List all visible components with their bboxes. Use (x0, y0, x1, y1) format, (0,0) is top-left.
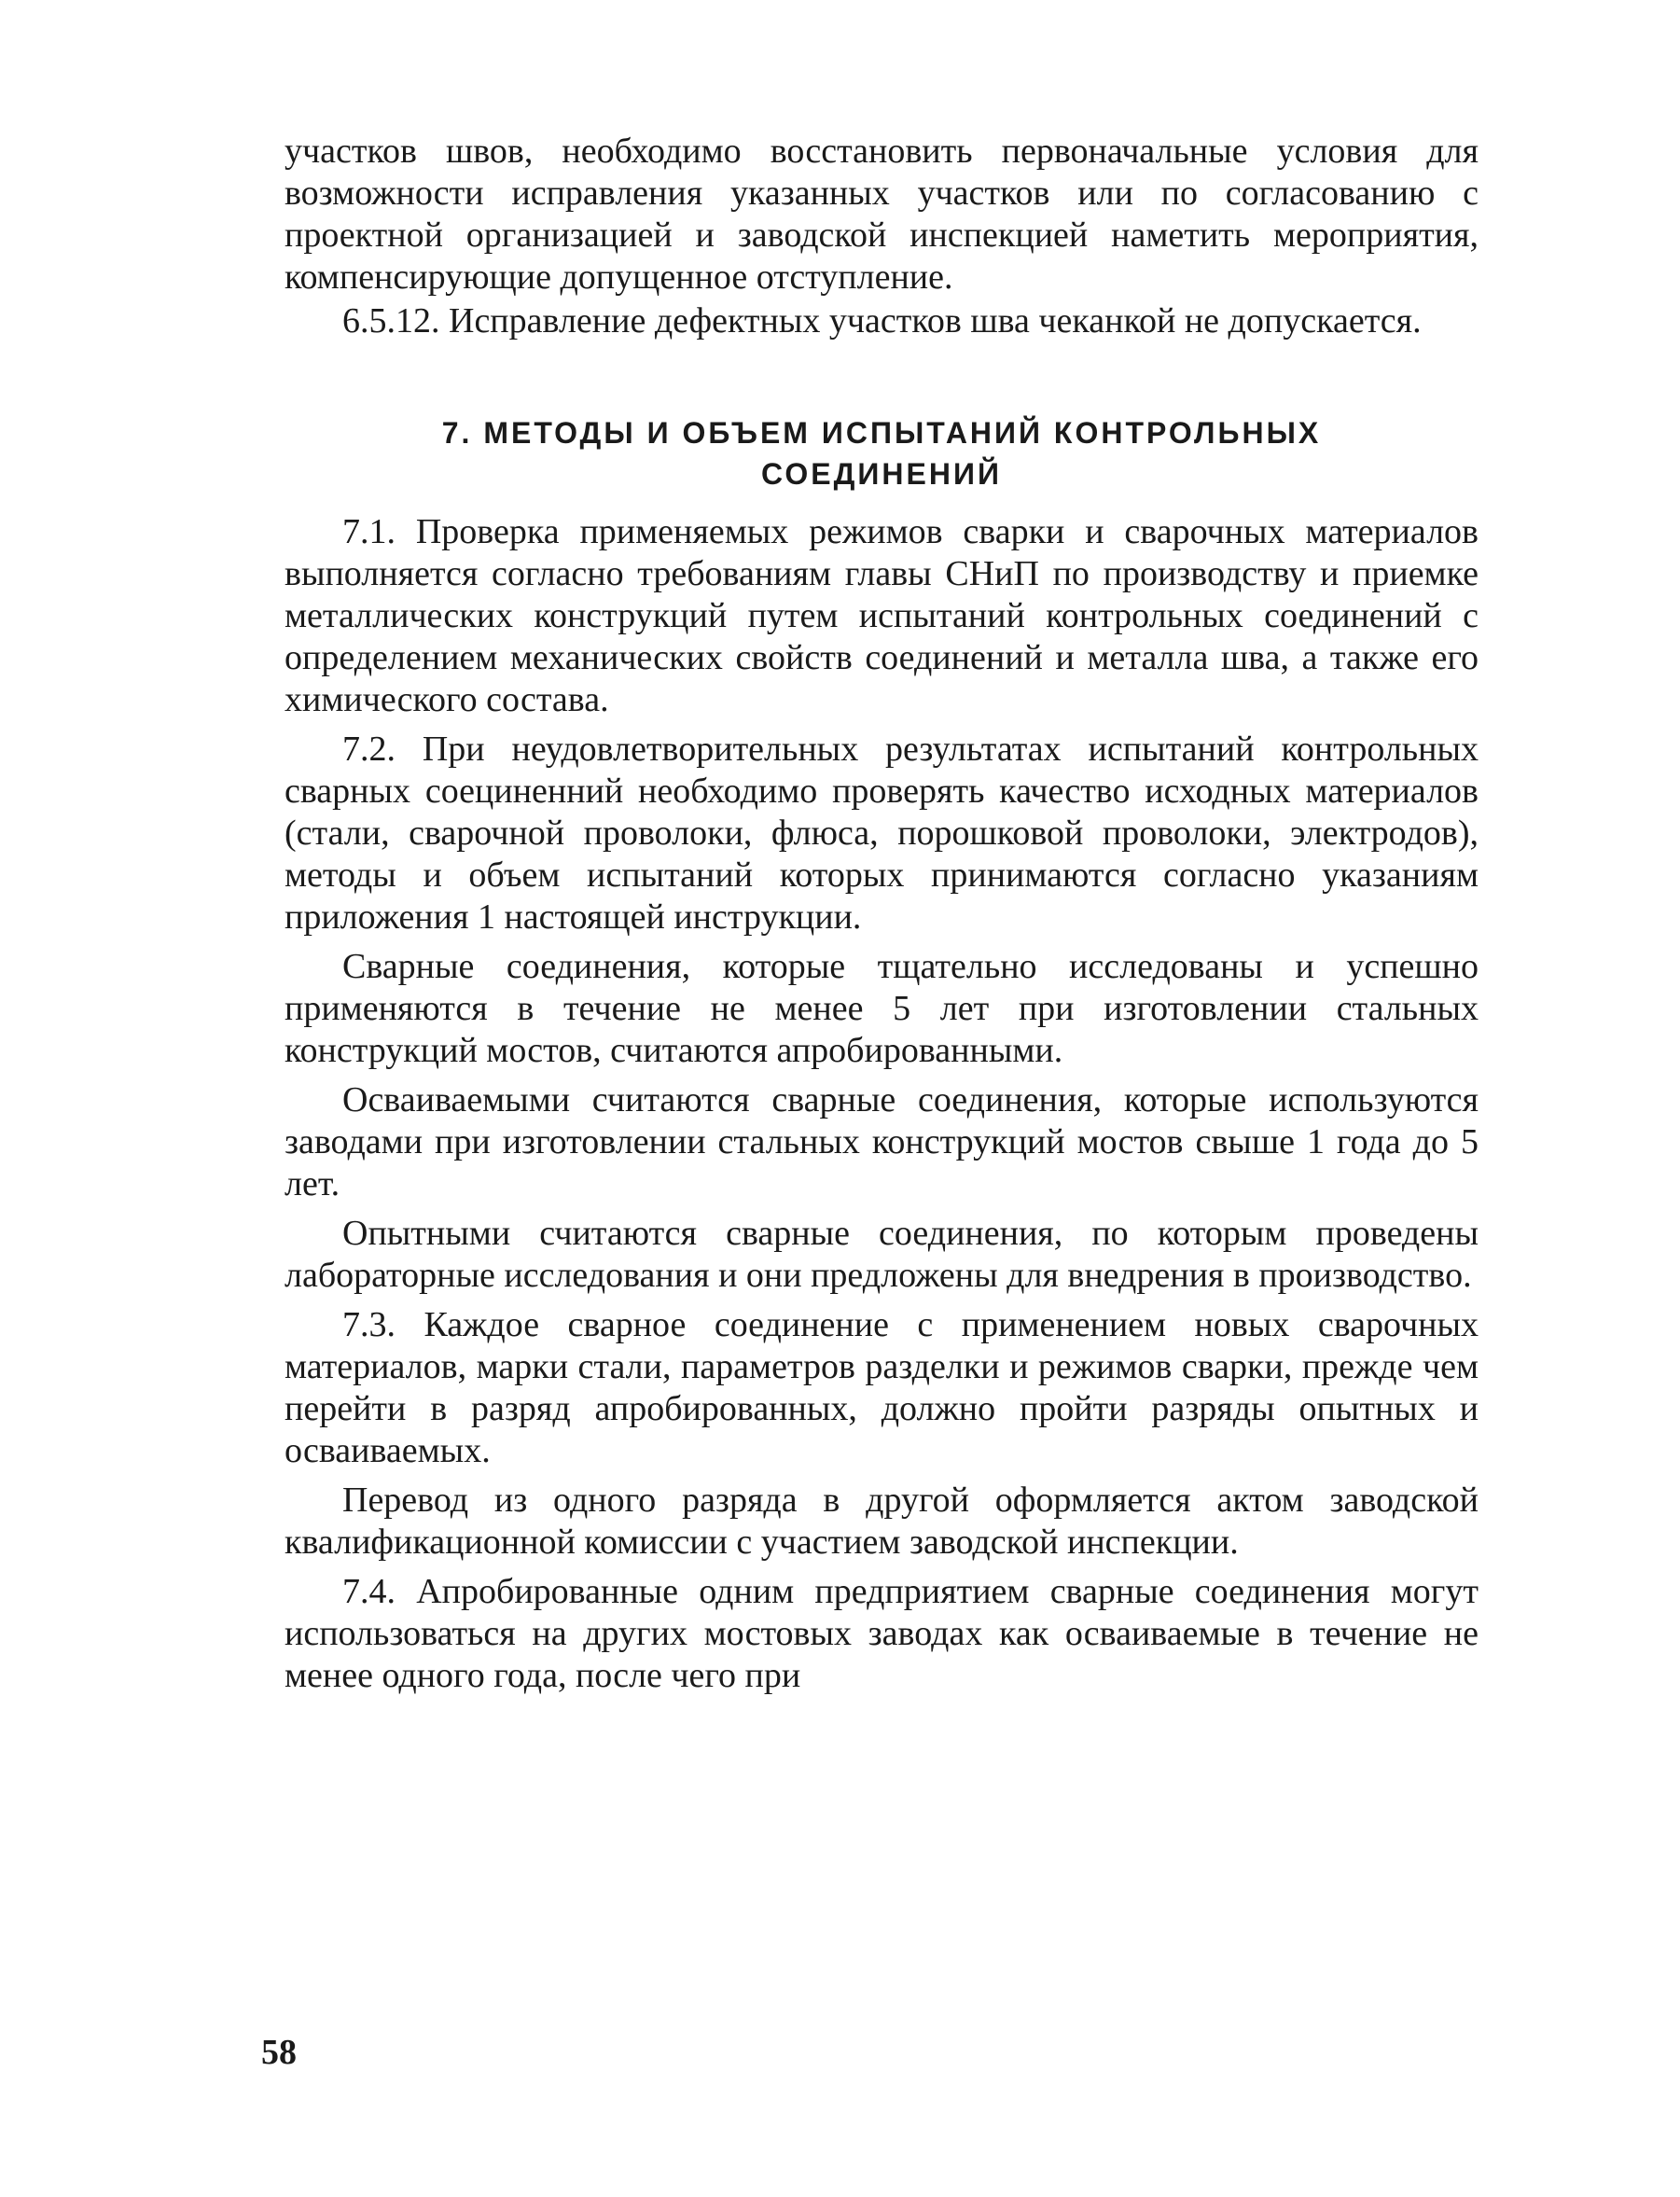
section-heading-line-2: СОЕДИНЕНИЙ (761, 457, 1002, 491)
paragraph-category-transfer: Перевод из одного разряда в другой оформляется актом заводской квалификационной комиссии с участием заводской инспекции. (285, 1481, 1479, 1562)
page-number: 58 (261, 2033, 297, 2072)
paragraph-7-2: 7.2. При неудовлетворительных результатах испытаний контрольных сварных соециненний необходимо проверять качество исходных материалов (стали, сварочной проволоки, флюса, порошковой проволоки, электродов), методы и объем испытаний которых принимаются согласно указаниям приложения 1 настоящей инструкции. (285, 730, 1479, 937)
paragraph-7-4: 7.4. Апробированные одним предприятием сварные соединения могут использоваться на других мостовых заводах как осваиваемые в течение не менее одного года, после чего при (285, 1572, 1479, 1695)
body-text (285, 131, 1479, 1697)
section-heading-line-1: 7. МЕТОДЫ И ОБЪЕМ ИСПЫТАНИЙ КОНТРОЛЬНЫХ (441, 416, 1322, 450)
paragraph-continuation: участков швов, необходимо восстановить первоначальные условия для возможности исправления указанных участков или по согласованию с проектной организацией и заводской инспекцией наметить мероприятия, компенсирующие допущенное отступление. (285, 132, 1479, 297)
paragraph-mastered-joints: Осваиваемыми считаются сварные соединения, которые используются заводами при изготовлении стальных конструкций мостов свыше 1 года до 5 лет. (285, 1080, 1479, 1203)
paragraph-7-3: 7.3. Каждое сварное соединение с применением новых сварочных материалов, марки стали, параметров разделки и режимов сварки, прежде чем перейти в разряд апробированных, должно пройти разряды опытных и осваиваемых. (285, 1305, 1479, 1470)
paragraph-7-1: 7.1. Проверка применяемых режимов сварки и сварочных материалов выполняется согласно требованиям главы СНиП по производству и приемке металлических конструкций путем испытаний контрольных соединений с определением механических свойств соединений и металла шва, а также его химического состава. (285, 512, 1479, 719)
paragraph-approved-joints: Сварные соединения, которые тщательно исследованы и успешно применяются в течение не менее 5 лет при изготовлении стальных конструкций мостов, считаются апробированными. (285, 947, 1479, 1070)
paragraph-experimental-joints: Опытными считаются сварные соединения, по которым проведены лабораторные исследования и они предложены для внедрения в производство. (285, 1214, 1479, 1295)
section-heading (285, 412, 1479, 494)
paragraph-6-5-12: 6.5.12. Исправление дефектных участков шва чеканкой не допускается. (342, 301, 1422, 341)
